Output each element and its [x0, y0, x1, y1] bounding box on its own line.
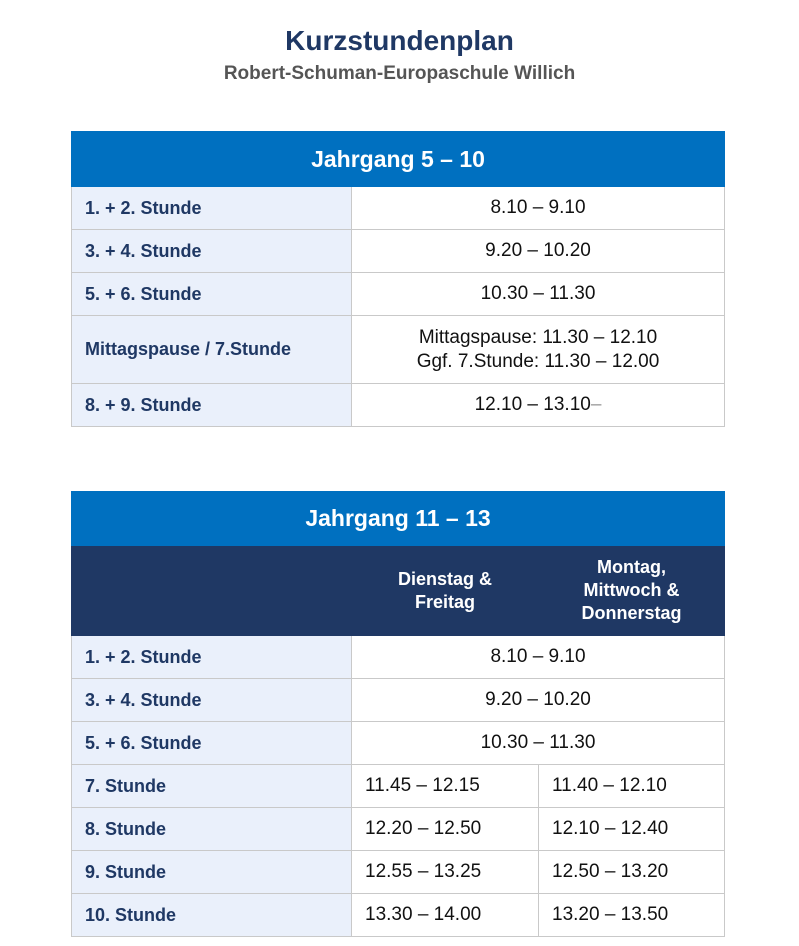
column-header-tue-fri: Dienstag & Freitag — [352, 546, 539, 636]
row-label: 10. Stunde — [72, 894, 352, 937]
table-row — [72, 384, 725, 427]
row-time-tue-fri: 12.20 – 12.50 — [352, 808, 539, 851]
row-time: 9.20 – 10.20 — [352, 679, 725, 722]
row-time: 8.10 – 9.10 — [352, 187, 725, 230]
stray-dash-mark: – — [590, 394, 602, 415]
row-time-mon-wed-thu: 11.40 – 12.10 — [539, 765, 725, 808]
table-heading: Jahrgang 5 – 10 — [72, 132, 725, 187]
row-time-tue-fri: 13.30 – 14.00 — [352, 894, 539, 937]
row-time-tue-fri: 11.45 – 12.15 — [352, 765, 539, 808]
row-time-mon-wed-thu: 12.50 – 13.20 — [539, 851, 725, 894]
row-label: 1. + 2. Stunde — [72, 636, 352, 679]
page-title: Kurzstundenplan — [285, 25, 514, 56]
row-time — [352, 316, 725, 384]
table-row — [72, 679, 725, 722]
table-row — [72, 851, 725, 894]
table-row — [72, 187, 725, 230]
row-label: 7. Stunde — [72, 765, 352, 808]
row-time: 10.30 – 11.30 — [352, 722, 725, 765]
row-time: 10.30 – 11.30 — [352, 273, 725, 316]
row-label: 5. + 6. Stunde — [72, 722, 352, 765]
lunch-break-time: Mittagspause: 11.30 – 12.10 — [418, 326, 658, 348]
row-time-mon-wed-thu: 13.20 – 13.50 — [539, 894, 725, 937]
page-subtitle: Robert-Schuman-Europaschule Willich — [223, 63, 576, 84]
table-row — [72, 636, 725, 679]
row-label: 3. + 4. Stunde — [72, 230, 352, 273]
optional-seventh-period-time: Ggf. 7.Stunde: 11.30 – 12.00 — [416, 350, 660, 372]
table-row — [72, 316, 725, 384]
column-header-mon-wed-thu: Montag, Mittwoch & Donnerstag — [539, 546, 725, 636]
table-row — [72, 765, 725, 808]
row-label: 8. + 9. Stunde — [72, 384, 352, 427]
table-row — [72, 273, 725, 316]
timetable-grade-11-13 — [71, 491, 725, 937]
row-label: 8. Stunde — [72, 808, 352, 851]
row-label: 1. + 2. Stunde — [72, 187, 352, 230]
row-label: 3. + 4. Stunde — [72, 679, 352, 722]
row-time: 9.20 – 10.20 — [352, 230, 725, 273]
table-row — [72, 808, 725, 851]
table-row — [72, 894, 725, 937]
timetable-grade-5-10 — [71, 131, 725, 427]
row-label: Mittagspause / 7.Stunde — [72, 316, 352, 384]
row-time: 8.10 – 9.10 — [352, 636, 725, 679]
table-row — [72, 230, 725, 273]
row-label: 5. + 6. Stunde — [72, 273, 352, 316]
column-header-empty — [72, 546, 352, 636]
column-header-row — [72, 546, 725, 636]
table-row — [72, 722, 725, 765]
row-label: 9. Stunde — [72, 851, 352, 894]
row-time — [352, 384, 725, 427]
row-time-tue-fri: 12.55 – 13.25 — [352, 851, 539, 894]
row-time-text: 12.10 – 13.10 — [474, 394, 591, 415]
row-time-mon-wed-thu: 12.10 – 12.40 — [539, 808, 725, 851]
table-heading: Jahrgang 11 – 13 — [72, 492, 725, 546]
